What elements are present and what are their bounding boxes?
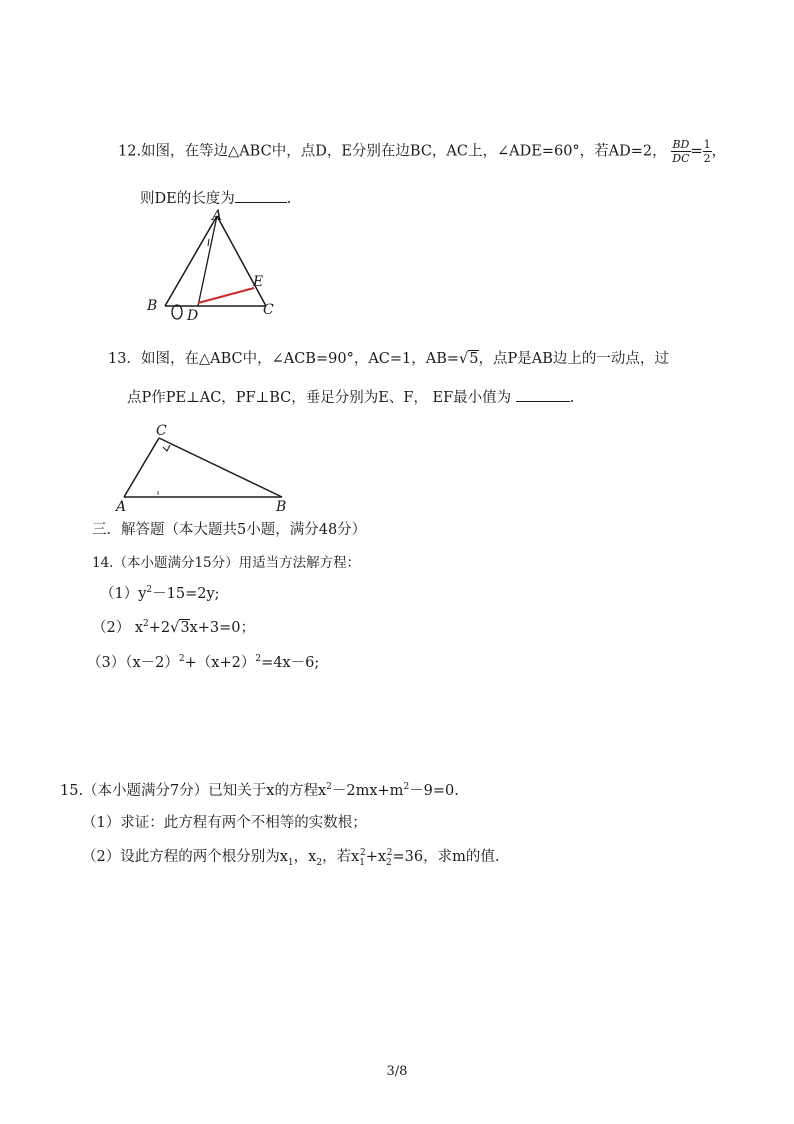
q12-text: 12.如图，在等边△ABC中，点D，E分别在边BC，AC上，∠ADE=60°，若AD=2， bbox=[118, 143, 667, 160]
q12-label-d: D bbox=[187, 308, 199, 324]
q14-title: 14.（本小题满分15分）用适当方法解方程： bbox=[92, 555, 361, 571]
q12-half-fraction: $\frac{1}{2}$ bbox=[703, 138, 711, 165]
q12-answer-blank[interactable] bbox=[235, 202, 287, 203]
q14-part2: （2） $x^2+2√3x+3=0$； bbox=[92, 619, 256, 636]
q12-line1: 12.如图，在等边△ABC中，点D，E分别在边BC，AC上，∠ADE=60°，若AD=2， $\frac{BD}{DC}$ = $\frac{1}{2}$ ， bbox=[118, 138, 727, 165]
q15-part2: （2）设此方程的两个根分别为$x_1$，$x_2$，若$x_1^2+x_2^2=36$，求m的值. bbox=[82, 848, 500, 868]
q12-label-b: B bbox=[147, 298, 158, 314]
q13-label-a: A bbox=[116, 499, 127, 515]
q12-ratio-fraction: $\frac{BD}{DC}$ bbox=[672, 138, 690, 165]
q12-label-e: E bbox=[253, 274, 264, 290]
q13-line1: 13．如图，在△ABC中，∠ACB=90°，AC=1，AB=√5，点P是AB边上的一动点，过 bbox=[108, 351, 669, 367]
q15-title: 15.（本小题满分7分）已知关于x的方程$x^2-2mx+m^2-9=0$. bbox=[60, 782, 459, 799]
q13-triangle-figure bbox=[112, 421, 302, 513]
q12-line2: 则DE的长度为 . bbox=[140, 191, 292, 207]
q12-label-c: C bbox=[263, 302, 274, 318]
q13-label-c: C bbox=[156, 423, 167, 439]
page-number: 3/8 bbox=[386, 1064, 408, 1079]
sqrt-sign: √ bbox=[459, 351, 469, 367]
q13-line2: 点P作PE⊥AC，PF⊥BC，垂足分别为E、F， EF最小值为 . bbox=[127, 390, 575, 406]
q12-triangle-figure bbox=[140, 204, 290, 324]
q13-answer-blank[interactable] bbox=[516, 401, 570, 402]
q13-label-b: B bbox=[276, 499, 287, 515]
q15-part1: （1）求证：此方程有两个不相等的实数根； bbox=[82, 815, 367, 831]
section-heading: 三．解答题（本大题共5小题，满分48分） bbox=[92, 522, 367, 538]
sqrt-sign: √ bbox=[170, 620, 180, 636]
sqrt-value: 5 bbox=[469, 351, 479, 367]
q12-label-a: A bbox=[212, 208, 223, 224]
q14-part3: $(3)(x-2)^2+(x+2)^2=4x-6$; bbox=[87, 654, 320, 671]
q14-part1: $(1)y^2-15=2y$; bbox=[100, 585, 220, 602]
